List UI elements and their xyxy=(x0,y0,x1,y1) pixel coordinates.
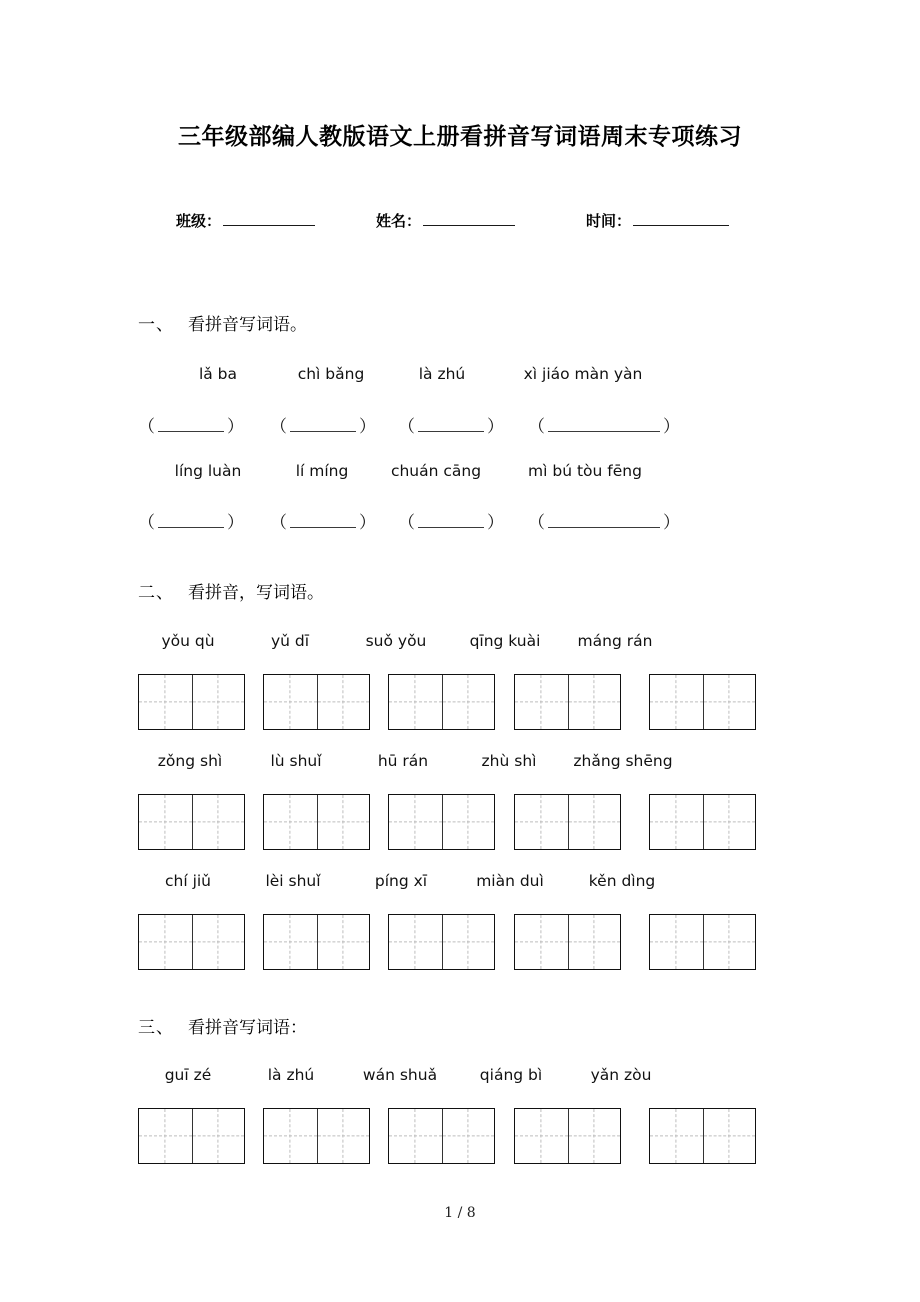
answer-bracket[interactable] xyxy=(398,412,504,437)
bracket-open: （ xyxy=(270,417,287,437)
answer-bracket[interactable] xyxy=(270,508,376,533)
tianzige-cell[interactable] xyxy=(264,675,317,729)
field-time-label: 时间： xyxy=(586,212,632,230)
page-title: 三年级部编人教版语文上册看拼音写词语周末专项练习 xyxy=(178,124,742,150)
tianzige-cell[interactable] xyxy=(192,795,245,849)
pinyin-word: chí jiǔ xyxy=(164,872,211,890)
tianzige-pair[interactable] xyxy=(388,794,495,850)
pinyin-word: zǒng shì xyxy=(157,752,223,770)
tianzige-cell[interactable] xyxy=(515,795,568,849)
tianzige-pair[interactable] xyxy=(263,674,370,730)
bracket-close: ） xyxy=(487,417,504,437)
tianzige-pair[interactable] xyxy=(263,794,370,850)
pinyin-word: chì bǎng xyxy=(297,365,365,383)
pinyin-word: qīng kuài xyxy=(469,632,541,650)
tianzige-cell[interactable] xyxy=(192,915,245,969)
tianzige-cell[interactable] xyxy=(264,915,317,969)
pinyin-row-s3r1 xyxy=(138,1066,798,1084)
field-name-blank[interactable] xyxy=(423,210,515,226)
answer-blank[interactable] xyxy=(290,514,356,528)
tianzige-pair[interactable] xyxy=(263,914,370,970)
pinyin-row-s1r1 xyxy=(138,365,788,383)
pinyin-word: zhǎng shēng xyxy=(573,752,673,770)
pinyin-word: mì bú tòu fēng xyxy=(528,462,642,480)
answer-blank[interactable] xyxy=(158,514,224,528)
answer-bracket[interactable] xyxy=(138,412,244,437)
bracket-close: ） xyxy=(663,513,680,533)
pinyin-word: yǔ dī xyxy=(270,632,310,650)
bracket-close: ） xyxy=(359,417,376,437)
pinyin-word: líng luàn xyxy=(174,462,242,480)
pinyin-word: píng xī xyxy=(374,872,428,890)
tianzige-cell[interactable] xyxy=(317,675,370,729)
answer-row-s1r1 xyxy=(138,412,680,437)
tianzige-cell[interactable] xyxy=(442,1109,495,1163)
pinyin-word: zhù shì xyxy=(481,752,537,770)
tianzige-cell[interactable] xyxy=(568,1109,621,1163)
tianzige-pair[interactable] xyxy=(514,794,621,850)
section-heading-1 xyxy=(138,310,307,335)
grid-row-s2r2 xyxy=(138,794,778,850)
tianzige-cell[interactable] xyxy=(442,915,495,969)
tianzige-cell[interactable] xyxy=(389,795,442,849)
tianzige-cell[interactable] xyxy=(568,675,621,729)
pinyin-row-s2r1 xyxy=(138,632,798,650)
pinyin-word: lèi shuǐ xyxy=(265,872,321,890)
answer-bracket[interactable] xyxy=(398,508,504,533)
answer-blank[interactable] xyxy=(158,418,224,432)
field-class-blank[interactable] xyxy=(223,210,315,226)
tianzige-pair[interactable] xyxy=(138,794,245,850)
tianzige-pair[interactable] xyxy=(138,1108,245,1164)
tianzige-pair[interactable] xyxy=(649,914,756,970)
tianzige-pair[interactable] xyxy=(263,1108,370,1164)
section-title-3: 看拼音写词语： xyxy=(188,1018,307,1038)
bracket-close: ） xyxy=(663,417,680,437)
field-name xyxy=(376,210,515,231)
field-time-blank[interactable] xyxy=(633,210,729,226)
section-number-2: 二、 xyxy=(138,583,174,603)
pinyin-word: yǎn zòu xyxy=(590,1066,652,1084)
tianzige-cell[interactable] xyxy=(515,675,568,729)
header-fields xyxy=(138,210,788,240)
section-number-3: 三、 xyxy=(138,1018,174,1038)
section-number-1: 一、 xyxy=(138,315,174,335)
pinyin-word: guī zé xyxy=(164,1066,212,1084)
pinyin-word: là zhú xyxy=(267,1066,315,1084)
answer-row-s1r2 xyxy=(138,508,680,533)
tianzige-cell[interactable] xyxy=(139,675,192,729)
pinyin-word: kěn dìng xyxy=(588,872,656,890)
answer-bracket[interactable] xyxy=(528,508,680,533)
pinyin-row-s2r3 xyxy=(138,872,798,890)
tianzige-cell[interactable] xyxy=(703,915,756,969)
tianzige-cell[interactable] xyxy=(703,795,756,849)
tianzige-pair[interactable] xyxy=(138,914,245,970)
tianzige-cell[interactable] xyxy=(139,915,192,969)
bracket-close: ） xyxy=(487,513,504,533)
answer-blank[interactable] xyxy=(548,514,660,528)
tianzige-cell[interactable] xyxy=(317,795,370,849)
tianzige-cell[interactable] xyxy=(264,795,317,849)
pinyin-word: lǎ ba xyxy=(198,365,238,383)
section-title-2: 看拼音，写词语。 xyxy=(188,583,324,603)
tianzige-cell[interactable] xyxy=(389,915,442,969)
tianzige-cell[interactable] xyxy=(192,1109,245,1163)
answer-bracket[interactable] xyxy=(270,412,376,437)
tianzige-cell[interactable] xyxy=(515,915,568,969)
grid-row-s3r1 xyxy=(138,1108,778,1164)
bracket-close: ） xyxy=(227,513,244,533)
grid-row-s2r1 xyxy=(138,674,778,730)
tianzige-cell[interactable] xyxy=(650,795,703,849)
tianzige-cell[interactable] xyxy=(317,915,370,969)
tianzige-pair[interactable] xyxy=(649,794,756,850)
tianzige-cell[interactable] xyxy=(389,1109,442,1163)
bracket-open: （ xyxy=(138,513,155,533)
tianzige-cell[interactable] xyxy=(568,915,621,969)
pinyin-row-s1r2 xyxy=(138,462,788,480)
pinyin-word: lí míng xyxy=(295,462,349,480)
bracket-open: （ xyxy=(528,417,545,437)
field-name-label: 姓名： xyxy=(376,212,422,230)
tianzige-pair[interactable] xyxy=(388,1108,495,1164)
tianzige-cell[interactable] xyxy=(650,1109,703,1163)
bracket-open: （ xyxy=(270,513,287,533)
pinyin-row-s2r2 xyxy=(138,752,798,770)
answer-blank[interactable] xyxy=(290,418,356,432)
page-number: 1 / 8 xyxy=(444,1205,476,1221)
bracket-open: （ xyxy=(398,417,415,437)
tianzige-pair[interactable] xyxy=(514,914,621,970)
pinyin-word: miàn duì xyxy=(476,872,544,890)
field-time xyxy=(586,210,729,231)
pinyin-word: là zhú xyxy=(418,365,466,383)
bracket-open: （ xyxy=(138,417,155,437)
bracket-close: ） xyxy=(359,513,376,533)
tianzige-pair[interactable] xyxy=(514,1108,621,1164)
section-heading-2 xyxy=(138,578,324,603)
pinyin-word: hū rán xyxy=(377,752,429,770)
tianzige-cell[interactable] xyxy=(389,675,442,729)
tianzige-cell[interactable] xyxy=(650,675,703,729)
field-class-label: 班级： xyxy=(176,212,222,230)
tianzige-cell[interactable] xyxy=(515,1109,568,1163)
tianzige-cell[interactable] xyxy=(703,1109,756,1163)
answer-blank[interactable] xyxy=(418,514,484,528)
tianzige-pair[interactable] xyxy=(514,674,621,730)
tianzige-cell[interactable] xyxy=(568,795,621,849)
tianzige-pair[interactable] xyxy=(388,914,495,970)
tianzige-cell[interactable] xyxy=(192,675,245,729)
tianzige-pair[interactable] xyxy=(138,674,245,730)
pinyin-word: wán shuǎ xyxy=(362,1066,438,1084)
pinyin-word: lù shuǐ xyxy=(270,752,322,770)
section-title-1: 看拼音写词语。 xyxy=(188,315,307,335)
pinyin-word: chuán cāng xyxy=(390,462,482,480)
tianzige-pair[interactable] xyxy=(649,1108,756,1164)
bracket-open: （ xyxy=(528,513,545,533)
answer-blank[interactable] xyxy=(418,418,484,432)
grid-row-s2r3 xyxy=(138,914,778,970)
answer-bracket[interactable] xyxy=(138,508,244,533)
tianzige-cell[interactable] xyxy=(317,1109,370,1163)
tianzige-pair[interactable] xyxy=(388,674,495,730)
pinyin-word: qiáng bì xyxy=(479,1066,543,1084)
bracket-close: ） xyxy=(227,417,244,437)
tianzige-cell[interactable] xyxy=(139,795,192,849)
pinyin-word: suǒ yǒu xyxy=(365,632,427,650)
tianzige-cell[interactable] xyxy=(650,915,703,969)
pinyin-word: yǒu qù xyxy=(161,632,215,650)
tianzige-cell[interactable] xyxy=(442,675,495,729)
pinyin-word: máng rán xyxy=(577,632,653,650)
section-heading-3 xyxy=(138,1013,307,1038)
tianzige-cell[interactable] xyxy=(139,1109,192,1163)
bracket-open: （ xyxy=(398,513,415,533)
tianzige-cell[interactable] xyxy=(442,795,495,849)
tianzige-cell[interactable] xyxy=(264,1109,317,1163)
tianzige-pair[interactable] xyxy=(649,674,756,730)
pinyin-word: xì jiáo màn yàn xyxy=(523,365,643,383)
answer-blank[interactable] xyxy=(548,418,660,432)
tianzige-cell[interactable] xyxy=(703,675,756,729)
field-class xyxy=(176,210,315,231)
answer-bracket[interactable] xyxy=(528,412,680,437)
